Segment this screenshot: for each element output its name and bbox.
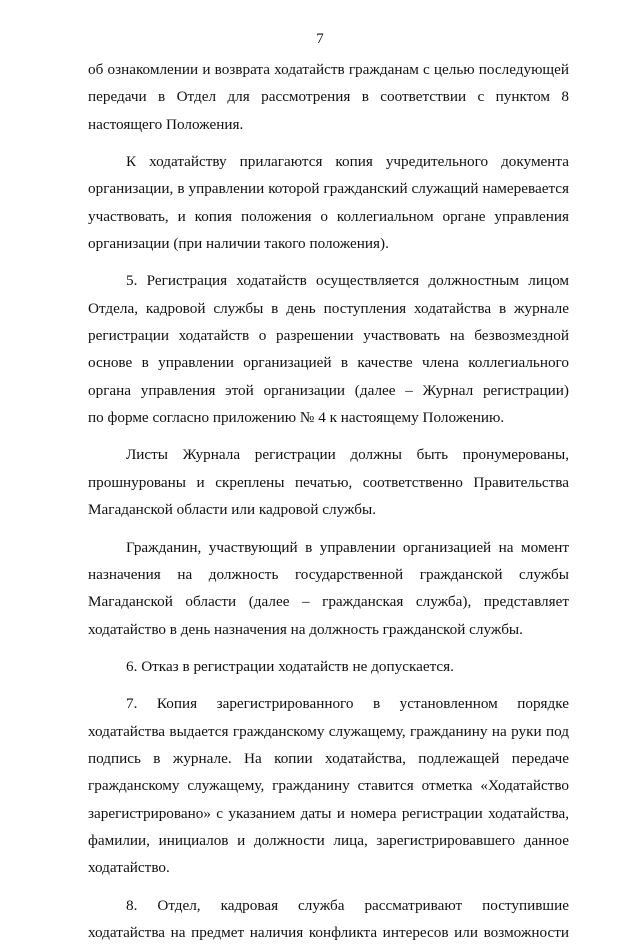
text-line: регистрации ходатайств о разрешении участвовать на безвозмездной xyxy=(88,327,569,345)
text-line: назначения на должность государственной гражданской службы xyxy=(88,565,569,583)
text-line: организации, в управлении которой гражданский служащий намеревается xyxy=(88,180,569,198)
paragraph xyxy=(88,56,569,138)
text-line: 5. Регистрация ходатайств осуществляется должностным лицом xyxy=(126,272,569,290)
paragraph xyxy=(88,441,569,523)
page-number: 7 xyxy=(316,31,324,47)
text-line: подпись в журнале. На копии ходатайства, подлежащей передаче xyxy=(88,749,569,767)
paragraph xyxy=(88,653,569,680)
text-line: передачи в Отдел для рассмотрения в соответствии с пунктом 8 xyxy=(88,88,569,106)
text-line: Листы Журнала регистрации должны быть пронумерованы, xyxy=(126,446,569,464)
paragraph xyxy=(88,148,569,257)
text-line: прошнурованы и скреплены печатью, соответственно Правительства xyxy=(88,473,569,491)
text-line: об ознакомлении и возврата ходатайств гражданам с целью последующей xyxy=(88,61,569,78)
text-line: Магаданской области или кадровой службы. xyxy=(88,501,376,519)
text-line: органа управления этой организации (далее – Журнал регистрации) xyxy=(88,381,569,399)
paragraph xyxy=(88,892,569,946)
text-line: зарегистрировано» с указанием даты и номера регистрации ходатайства, xyxy=(88,804,569,822)
text-line: ходатайства на предмет наличия конфликта интересов или возможности xyxy=(88,923,569,941)
page-body xyxy=(88,56,569,946)
text-line: ходатайство в день назначения на должность гражданской службы. xyxy=(88,620,523,638)
text-line: основе в управлении организацией в качестве члена коллегиального xyxy=(88,354,569,372)
text-line: Отдела, кадровой службы в день поступления ходатайства в журнале xyxy=(88,299,569,317)
text-line: по форме согласно приложению № 4 к настоящему Положению. xyxy=(88,409,505,427)
paragraph xyxy=(88,534,569,643)
paragraph xyxy=(88,690,569,881)
paragraph xyxy=(88,267,569,431)
text-line: фамилии, инициалов и должности лица, зарегистрировавшего данное xyxy=(88,831,569,849)
text-line: К ходатайству прилагаются копия учредительного документа xyxy=(126,153,569,171)
text-line: Магаданской области (далее – гражданская служба), представляет xyxy=(88,593,569,611)
text-line: организации (при наличии такого положения). xyxy=(88,235,389,253)
text-line: участвовать, и копия положения о коллегиальном органе управления xyxy=(88,207,569,225)
text-line: 6. Отказ в регистрации ходатайств не допускается. xyxy=(126,657,454,675)
text-line: настоящего Положения. xyxy=(88,115,244,133)
text-line: Гражданин, участвующий в управлении организацией на момент xyxy=(126,538,569,556)
text-line: 8. Отдел, кадровая служба рассматривают поступившие xyxy=(126,896,569,914)
text-line: гражданскому служащему, гражданину ставится отметка «Ходатайство xyxy=(88,777,569,795)
text-line: ходатайство. xyxy=(88,859,170,877)
text-line: 7. Копия зарегистрированного в установленном порядке xyxy=(126,695,569,713)
text-line: ходатайства выдается гражданскому служащему, гражданину на руки под xyxy=(88,722,569,740)
